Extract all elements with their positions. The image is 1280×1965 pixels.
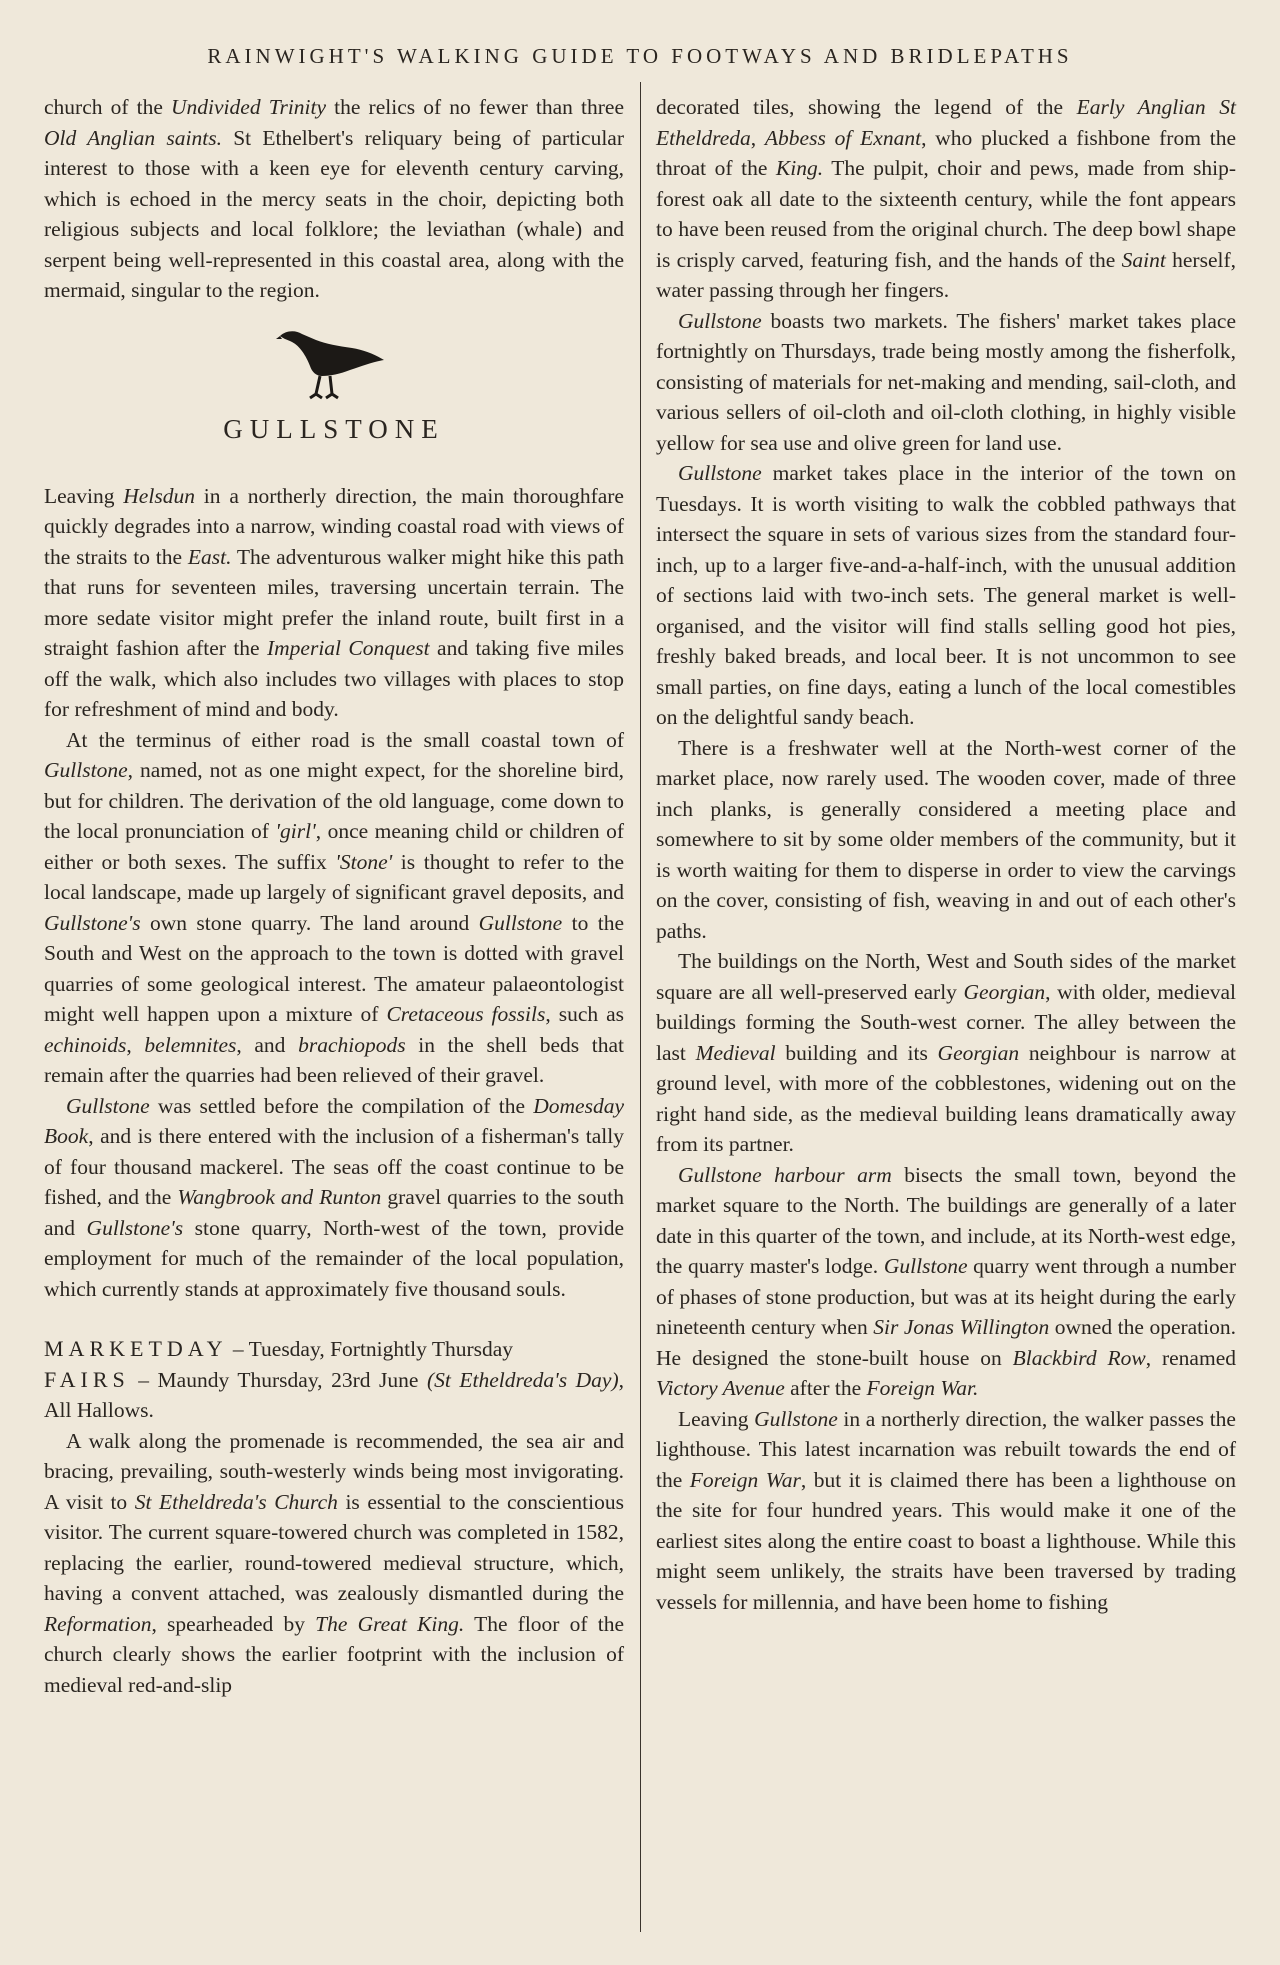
- fairs-line: FAIRS – Maundy Thursday, 23rd June (St Etheldreda's Day), All Hallows.: [44, 1366, 624, 1422]
- section-title: GULLSTONE: [223, 413, 445, 444]
- paragraph-church-relics: church of the Undivided Trinity the relics of no fewer than three Old Anglian saints. St Ethelbert's reliquary being of particular interest to those with a keen eye for eleventh century carving, which is echoed in the mercy seats in the choir, depicting both religious subjects and local folklore; the leviathan (whale) and serpent being well-represented in this coastal area, along with the mermaid, singular to the region.: [44, 95, 624, 302]
- paragraph-harbour-arm: Gullstone harbour arm bisects the small town, beyond the market square to the North. The buildings are generally of a later date in this quarter of the town, and include, at its North-west edge, the quarry master's lodge. Gullstone quarry went through a number of phases of stone production, but was at its height during the early nineteenth century when Sir Jonas Willington owned the operation. He designed the stone-built house on Blackbird Row, renamed Victory Avenue after the Foreign War.: [656, 1162, 1237, 1400]
- paragraph-buildings: The buildings on the North, West and South sides of the market square are all well-preserved early Georgian, with older, medieval buildings forming the South-west corner. The alley between the last Medieval building and its Georgian neighbour is narrow at ground level, with more of the cobblestones, widening out on the right hand side, as the medieval building leans dramatically away from its partner.: [656, 949, 1237, 1156]
- paragraph-freshwater-well: There is a freshwater well at the North-west corner of the market place, now rarely used. The wooden cover, made of three inch planks, is generally considered a meeting place and somewhere to sit by some older members of the community, but it is worth waiting for them to disperse in order to view the carvings on the cover, consisting of fish, weaving in and out of each other's paths.: [656, 735, 1236, 943]
- paragraph-settled: Gullstone was settled before the compilation of the Domesday Book, and is there entered with the inclusion of a fisherman's tally of four thousand mackerel. The seas off the coast continue to be fished, and the Wangbrook and Runton gravel quarries to the south and Gullstone's stone quarry, North-west of the town, provide employment for much of the remainder of the local population, which currently stands at approximately five thousand souls.: [44, 1093, 624, 1301]
- paragraph-lighthouse: Leaving Gullstone in a northerly direction, the walker passes the lighthouse. This latest incarnation was rebuilt towards the end of the Foreign War, but it is claimed there has been a lighthouse on the site for four hundred years. This would make it one of the earliest sites along the entire coast to boast a lighthouse. While this might seem unlikely, the straits have been traversed by trading vessels for millennia, and have been home to fishing: [656, 1406, 1236, 1614]
- market-day-line: MARKETDAY – Tuesday, Fortnightly Thursday: [44, 1336, 514, 1361]
- running-header: RAINWIGHT'S WALKING GUIDE TO FOOTWAYS AND BRIDLEPATHS: [207, 44, 1073, 68]
- paragraph-decorated-tiles: decorated tiles, showing the legend of the Early Anglian St Etheldreda, Abbess of Exnant, who plucked a fishbone from the throat of the King. The pulpit, choir and pews, made from ship-forest oak all date to the sixteenth century, while the font appears to have been reused from the original church. The deep bowl shape is crisply carved, featuring fish, and the hands of the Saint herself, water passing through her fingers.: [656, 95, 1237, 302]
- column-divider: [640, 82, 641, 1932]
- paragraph-two-markets: Gullstone boasts two markets. The fishers' market takes place fortnightly on Thursdays, trade being mostly among the fisherfolk, consisting of materials for net-making and mending, sail-cloth, and various sellers of oil-cloth and oil-cloth clothing, in highly visible yellow for sea use and olive green for land use.: [656, 308, 1236, 455]
- paragraph-leaving-helsdun: Leaving Helsdun in a northerly direction, the main thoroughfare quickly degrades into a narrow, winding coastal road with views of the straits to the East. The adventurous walker might hike this path that runs for seventeen miles, traversing uncertain terrain. The more sedate visitor might prefer the inland route, built first in a straight fashion after the Imperial Conquest and taking five miles off the walk, which also includes two villages with places to stop for refreshment of mind and body.: [44, 483, 624, 721]
- gull-illustration: [276, 324, 386, 404]
- left-column: [44, 92, 624, 1700]
- paragraph-tuesday-market: Gullstone market takes place in the interior of the town on Tuesdays. It is worth visiting to walk the cobbled pathways that intersect the square in sets of various sizes from the standard four-inch, up to a larger five-and-a-half-inch, with the unusual addition of sections laid with two-inch sets. The general market is well-organised, and the visitor will find stalls selling good hot pies, freshly baked breads, and local beer. It is not uncommon to see small parties, on fine days, eating a lunch of the local comestibles on the delightful sandy beach.: [656, 461, 1236, 729]
- right-column: [656, 92, 1236, 1617]
- paragraph-terminus: At the terminus of either road is the small coastal town of Gullstone, named, not as one might expect, for the shoreline bird, but for children. The derivation of the old language, come down to the local pronunciation of 'girl', once meaning child or children of either or both sexes. The suffix 'Stone' is thought to refer to the local landscape, made up largely of significant gravel deposits, and Gullstone's own stone quarry. The land around Gullstone to the South and West on the approach to the town is dotted with gravel quarries of some geological interest. The amateur palaeontologist might well happen upon a mixture of Cretaceous fossils, such as echinoids, belemnites, and brachiopods in the shell beds that remain after the quarries had been relieved of their gravel.: [44, 727, 625, 1087]
- paragraph-promenade: A walk along the promenade is recommended, the sea air and bracing, prevailing, south-westerly winds being most invigorating. A visit to St Etheldreda's Church is essential to the conscientious visitor. The current square-towered church was completed in 1582, replacing the earlier, round-towered medieval structure, which, having a convent attached, was zealously dismantled during the Reformation, spearheaded by The Great King. The floor of the church clearly shows the earlier footprint with the inclusion of medieval red-and-slip: [44, 1428, 624, 1697]
